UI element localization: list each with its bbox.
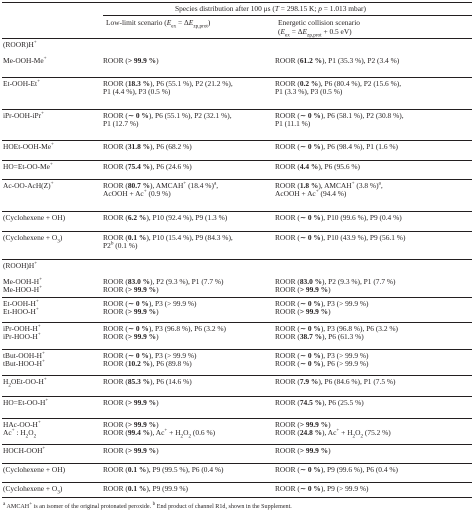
low-limit-cell [103,300,271,317]
energetic-cell [275,234,471,242]
low-limit-cell-line: ROOR (> 99.9 %) [103,398,159,407]
species-cell-line: Me-OOH-Me+ [3,55,47,65]
low-limit-cell [103,378,271,386]
energetic-cell [275,325,471,342]
row-rule [2,231,472,232]
species-cell [3,484,63,496]
species-cell-line: iPr-HOO-H+ [3,331,41,342]
energetic-cell [275,80,471,97]
energetic-cell-line: ROOR (> 99.9 %) [275,446,331,455]
energetic-cell [275,421,471,438]
energetic-cell-line: ROOR (1.8 %), AMCAH+ (3.8 %)$^a$, [275,180,383,190]
row-rule [2,140,472,141]
species-cell-line: iPr-OOH-H+ [3,323,41,333]
energetic-cell-line: ROOR (> 99.9 %) [275,420,331,429]
header-low-limit: Low-limit scenario $(E_{ex} = \Delta E_{zp,prot})$ [106,18,211,30]
energetic-cell [275,182,471,199]
section-divider [2,259,472,260]
species-cell [3,163,53,171]
energetic-cell-line: P1 (11.1 %) [275,119,311,129]
header-span-rule [103,15,472,16]
low-limit-cell-line: ROOR (0.1 %), P9 (99.9 %) [103,484,188,493]
energetic-cell [275,378,471,386]
energetic-cell [275,278,471,295]
energetic-cell-line: ROOR (∼ 0 %), P6 (98.4 %), P1 (1.6 %) [275,142,399,151]
species-cell [3,376,47,389]
energetic-cell-line: ROOR (∼ 0 %), P6 (58.1 %), P2 (30.8 %), [275,111,404,120]
energetic-cell-line: ROOR (61.2 %), P1 (35.3 %), P2 (3.4 %) [275,56,400,65]
low-limit-cell [103,182,271,199]
energetic-cell-line: ROOR (38.7 %), P6 (61.3 %) [275,332,364,342]
species-cell-line: $H_2OEt-OO-H^+$ [3,376,47,389]
row-rule [2,77,472,78]
low-limit-cell-line: P1 (12.7 %) [103,119,139,129]
low-limit-cell-line: ROOR (> 99.9 %) [103,420,159,429]
low-limit-cell-line: ROOR (80.7 %), AMCAH+ (18.4 %)$^a$, [103,180,219,190]
species-cell-line: HOEt-OOH-Me+ [3,141,54,151]
species-cell [3,214,65,222]
low-limit-cell [103,163,271,171]
energetic-cell [275,214,471,222]
low-limit-cell-line: ROOR (83.0 %), P2 (9.3 %), P1 (7.7 %) [103,277,224,286]
low-limit-cell-line: ROOR (0.1 %), P9 (99.5 %), P6 (0.4 %) [103,465,224,474]
species-cell [3,182,54,190]
section-roor: (ROOR)H+ [3,39,37,49]
low-limit-cell-line: ROOR (75.4 %), P6 (24.6 %) [103,162,192,171]
row-rule [2,160,472,161]
section-rooh: (ROOH)H+ [3,260,38,270]
species-cell-line: Me-OOH-H+ [3,276,43,286]
low-limit-cell-line: ROOR (> 99.9 %) [103,285,159,295]
energetic-cell-line: ROOR (7.9 %), P6 (84.6 %), P1 (7.5 %) [275,377,396,386]
energetic-cell-line: AcOOH + Ac+ (94.4 %) [275,188,347,199]
species-cell [3,325,41,342]
low-limit-cell-line: ROOR (10.2 %), P6 (89.8 %) [103,359,192,369]
low-limit-cell [103,143,271,151]
species-cell-line: tBut-OOH-H+ [3,350,45,360]
low-limit-cell [103,112,271,129]
low-limit-cell-line: ROOR (99.4 %), $Ac^+ + H_2O_2$ (0.6 %) [103,427,216,440]
energetic-cell-line: ROOR (∼ 0 %), P9 (> 99.9 %) [275,484,369,493]
species-cell-line: Et-OOH-H+ [3,298,39,308]
row-rule [2,396,472,397]
species-cell [3,300,39,317]
species-cell-line: Ac-OO-AcH(Z)+ [3,180,54,190]
species-cell [3,421,41,438]
energetic-cell-line: P1 (3.3 %), P3 (0.5 %) [275,87,343,97]
energetic-cell-line: ROOR (∼ 0 %), P10 (43.9 %), P9 (56.1 %) [275,233,406,242]
energetic-cell-line: ROOR (74.5 %), P6 (25.5 %) [275,398,364,407]
species-cell [3,80,40,88]
header-energetic-condition: ($E_{ex} = \Delta E_{zp,prot} + 0.5$ eV) [278,27,352,39]
energetic-cell-line: ROOR (∼ 0 %), P3 (> 99.9 %) [275,299,369,308]
energetic-cell [275,466,471,474]
row-rule [2,211,472,212]
energetic-cell [275,112,471,129]
species-cell-line: tBut-HOO-H+ [3,358,45,369]
low-limit-cell [103,485,271,493]
energetic-cell-line: ROOR (4.4 %), P6 (95.6 %) [275,162,360,171]
species-cell [3,233,63,245]
energetic-cell-line: ROOR (∼ 0 %), P3 (> 99.9 %) [275,351,369,360]
low-limit-cell [103,352,271,369]
row-rule [2,349,472,350]
low-limit-cell [103,325,271,342]
low-limit-cell [103,234,271,251]
energetic-cell [275,447,471,455]
row-rule [2,109,472,110]
energetic-cell-line: ROOR (∼ 0 %), P9 (99.6 %), P6 (0.4 %) [275,465,399,474]
low-limit-cell-line: ROOR (18.3 %), P6 (55.1 %), P2 (21.2 %), [103,79,233,88]
top-rule [2,2,472,3]
energetic-cell [275,399,471,407]
species-cell-line: HAc-OO-H+ [3,419,41,429]
species-cell-line: Et-HOO-H+ [3,306,39,317]
species-cell-line: (Cyclohexene + $O_3$) [3,233,63,245]
low-limit-cell [103,447,271,455]
low-limit-cell [103,80,271,97]
energetic-cell-line: ROOR (24.8 %), $Ac^+ + H_2O_2$ (75.2 %) [275,427,391,440]
species-cell-line: (Cyclohexene + OH) [3,465,66,474]
species-cell-line: Me-HOO-H+ [3,284,43,295]
low-limit-cell-line: ROOR (0.1 %), P10 (15.4 %), P9 (84.3 %), [103,233,233,242]
low-limit-cell-line: ROOR (6.2 %), P10 (92.4 %), P9 (1.3 %) [103,213,228,222]
low-limit-cell-line: ROOR (∼ 0 %), P3 (> 99.9 %) [103,299,197,308]
energetic-cell [275,163,471,171]
energetic-cell-line: ROOR (83.0 %), P2 (9.3 %), P1 (7.7 %) [275,277,396,286]
species-cell [3,112,44,120]
header-rule [2,38,472,39]
low-limit-cell-line: ROOR (∼ 0 %), P3 (> 99.9 %) [103,351,197,360]
energetic-cell [275,485,471,493]
energetic-cell-line: ROOR (∼ 0 %), P6 (> 99.9 %) [275,359,369,369]
species-cell [3,352,45,369]
energetic-cell-line: ROOR (∼ 0 %), P3 (96.8 %), P6 (3.2 %) [275,324,399,333]
species-cell-line: iPr-OOH-iPr+ [3,110,44,120]
bottom-rule [2,497,472,498]
low-limit-cell [103,466,271,474]
row-rule [2,375,472,376]
low-limit-cell [103,399,271,407]
low-limit-cell-line: P1 (4.4 %), P3 (0.5 %) [103,87,171,97]
row-rule [2,444,472,445]
low-limit-cell [103,214,271,222]
species-cell-line: HO=Et-OO-H+ [3,397,49,407]
header-energetic: Energetic collision scenario [278,18,360,27]
energetic-cell [275,352,471,369]
low-limit-cell-line: ROOR (∼ 0 %), P3 (96.8 %), P6 (3.2 %) [103,324,227,333]
species-cell [3,278,42,295]
header-span: Species distribution after 100 μs (T = 298.15 K; p = 1.013 mbar) [175,4,366,13]
low-limit-cell [103,421,271,438]
species-cell-line: HO=Et-OO-Me+ [3,161,53,171]
energetic-cell-line: ROOR (> 99.9 %) [275,285,331,295]
low-limit-cell-line: ROOR (> 99.9 %) [103,56,159,65]
low-limit-cell-line: ROOR (> 99.9 %) [103,307,159,317]
energetic-cell [275,57,471,65]
row-rule [2,482,472,483]
species-cell-line: HOCH-OOH+ [3,445,46,455]
species-cell [3,143,54,151]
low-limit-cell-line: ROOR (∼ 0 %), P6 (55.1 %), P2 (32.1 %), [103,111,232,120]
low-limit-cell [103,278,271,295]
energetic-cell [275,143,471,151]
low-limit-cell [103,57,271,65]
species-cell [3,447,45,455]
species-cell-line: Ac+ : $H_2O_2$ [3,427,37,440]
low-limit-cell-line: P2$^b$ (0.1 %) [103,240,138,251]
species-cell [3,57,47,65]
species-cell-line: (Cyclohexene + OH) [3,213,66,222]
low-limit-cell-line: AcOOH + Ac+ (0.9 %) [103,188,171,199]
species-cell [3,399,48,407]
energetic-cell-line: ROOR (∼ 0 %), P10 (99.6 %), P9 (0.4 %) [275,213,402,222]
energetic-cell-line: ROOR (0.2 %), P6 (80.4 %), P2 (15.6 %), [275,79,402,88]
row-rule [2,297,472,298]
species-cell [3,466,65,474]
low-limit-cell-line: ROOR (31.8 %), P6 (68.2 %) [103,142,192,151]
low-limit-cell-line: ROOR (> 99.9 %) [103,446,159,455]
species-cell-line: (Cyclohexene + $O_3$) [3,484,63,496]
row-rule [2,418,472,419]
row-rule [2,179,472,180]
low-limit-cell-line: ROOR (85.3 %), P6 (14.6 %) [103,377,192,386]
row-rule [2,463,472,464]
row-rule [2,322,472,323]
species-cell-line: Et-OOH-Et+ [3,78,41,88]
energetic-cell-line: ROOR (> 99.9 %) [275,307,331,317]
footnote: $^a$ AMCAH+ is an isomer of the original protonated peroxide. $^b$ End product of channel R1d, shown in the Supplement. [3,500,292,510]
low-limit-cell-line: ROOR (> 99.9 %) [103,332,159,342]
energetic-cell [275,300,471,317]
